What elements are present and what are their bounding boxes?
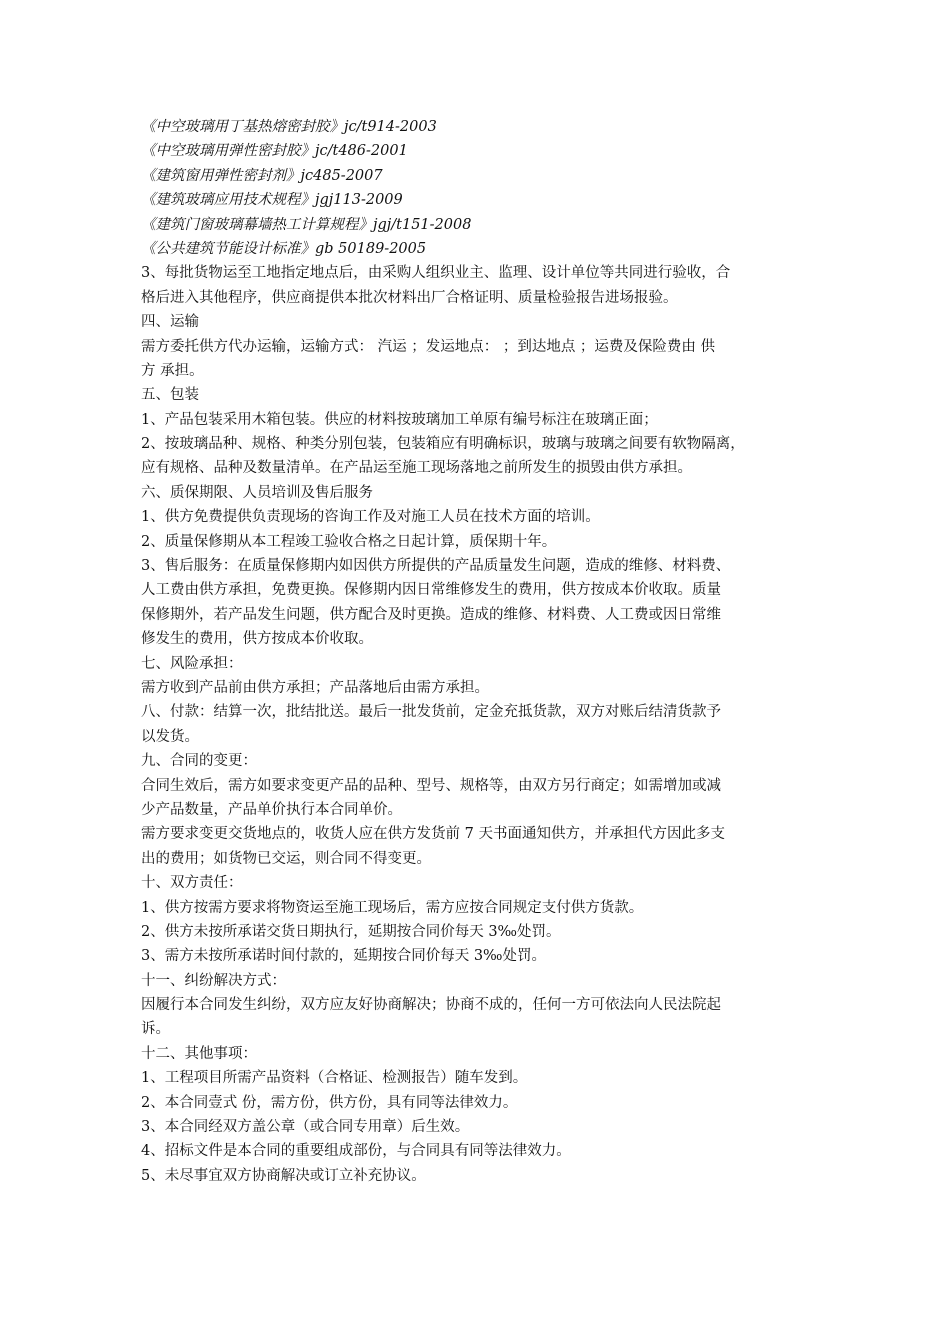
section-heading: 四、运输: [141, 314, 199, 331]
text-line: 出的费用；如货物已交运，则合同不得变更。: [141, 850, 431, 867]
text-line: 1、供方按需方要求将物资运至施工现场后，需方应按合同规定支付供方货款。: [141, 899, 644, 916]
text-line: 诉。: [141, 1021, 170, 1038]
text-line: 3、需方未按所承诺时间付款的，延期按合同价每天 3‰处罚。: [141, 948, 547, 965]
document-body: [141, 115, 817, 1188]
standards-list: [141, 115, 817, 261]
section-packaging: [141, 383, 817, 481]
text-line: 合同生效后，需方如要求变更产品的品种、型号、规格等，由双方另行商定；如需增加或减: [141, 777, 721, 794]
text-line: 保修期外，若产品发生问题，供方配合及时更换。造成的维修、材料费、人工费或因日常维: [141, 606, 721, 623]
text-line: 4、招标文件是本合同的重要组成部份，与合同具有同等法律效力。: [141, 1143, 571, 1160]
text-line: 1、产品包装采用木箱包装。供应的材料按玻璃加工单原有编号标注在玻璃正面；: [141, 411, 658, 428]
text-line: 应有规格、品种及数量清单。在产品运至施工现场落地之前所发生的损毁由供方承担。: [141, 460, 692, 477]
section-heading: 七、风险承担：: [141, 655, 243, 672]
text-line: 需方要求变更交货地点的，收货人应在供方发货前 7 天书面通知供方，并承担代方因此多支: [141, 826, 725, 843]
standard-ref: 《建筑窗用弹性密封剂》jc485-2007: [141, 167, 383, 184]
acceptance-clause: [141, 261, 817, 310]
section-responsibilities: [141, 871, 817, 969]
standard-ref: 《建筑门窗玻璃幕墙热工计算规程》jgj/t151-2008: [141, 216, 472, 233]
text-line: 2、本合同壹式 份，需方份，供方份，具有同等法律效力。: [141, 1094, 518, 1111]
standard-ref: 《中空玻璃用丁基热熔密封胶》jc/t914-2003: [141, 119, 437, 135]
standard-ref: 《中空玻璃用弹性密封胶》jc/t486-2001: [141, 143, 408, 160]
section-disputes: [141, 969, 817, 1042]
text-line: 3、本合同经双方盖公章（或合同专用章）后生效。: [141, 1119, 470, 1136]
section-heading: 十、双方责任：: [141, 875, 243, 892]
text-line: 1、供方免费提供负责现场的咨询工作及对施工人员在技术方面的培训。: [141, 509, 600, 526]
text-line: 3、售后服务：在质量保修期内如因供方所提供的产品质量发生问题，造成的维修、材料费、: [141, 558, 731, 575]
text-line: 需方收到产品前由供方承担；产品落地后由需方承担。: [141, 679, 489, 696]
text-line: 少产品数量，产品单价执行本合同单价。: [141, 801, 402, 818]
text-line: 2、供方未按所承诺交货日期执行，延期按合同价每天 3‰处罚。: [141, 923, 561, 940]
section-transport: [141, 310, 817, 383]
text-line: 2、质量保修期从本工程竣工验收合格之日起计算，质保期十年。: [141, 533, 557, 550]
section-payment: [141, 700, 817, 749]
section-heading: 五、包装: [141, 387, 199, 404]
section-heading: 六、质保期限、人员培训及售后服务: [141, 484, 373, 501]
text-line: 需方委托供方代办运输，运输方式： 汽运 ；发运地点： ；到达地点 ；运费及保险费由 供: [141, 338, 716, 355]
section-contract-change: [141, 749, 817, 871]
text-line: 修发生的费用，供方按成本价收取。: [141, 631, 373, 648]
text-line: 因履行本合同发生纠纷，双方应友好协商解决；协商不成的，任何一方可依法向人民法院起: [141, 997, 721, 1014]
text-line: 3、每批货物运至工地指定地点后，由采购人组织业主、监理、设计单位等共同进行验收，合: [141, 265, 731, 282]
section-other-matters: [141, 1042, 817, 1188]
section-heading: 九、合同的变更：: [141, 753, 257, 770]
section-warranty: [141, 481, 817, 652]
text-line: 人工费由供方承担，免费更换。保修期内因日常维修发生的费用，供方按成本价收取。质量: [141, 582, 721, 599]
text-line: 1、工程项目所需产品资料（合格证、检测报告）随车发到。: [141, 1070, 528, 1087]
text-line: 2、按玻璃品种、规格、种类分别包装，包装箱应有明确标识，玻璃与玻璃之间要有软物隔离，: [141, 436, 745, 453]
section-heading: 十二、其他事项：: [141, 1045, 257, 1062]
standard-ref: 《建筑玻璃应用技术规程》jgj113-2009: [141, 192, 403, 209]
standard-ref: 《公共建筑节能设计标准》gb 50189-2005: [141, 240, 427, 257]
text-line: 5、未尽事宜双方协商解决或订立补充协议。: [141, 1167, 426, 1184]
text-line: 格后进入其他程序，供应商提供本批次材料出厂合格证明、质量检验报告进场报验。: [141, 289, 678, 306]
section-heading: 十一、纠纷解决方式：: [141, 972, 286, 989]
text-line: 方 承担。: [141, 362, 204, 379]
section-heading: 八、付款：结算一次，批结批送。最后一批发货前，定金充抵货款，双方对账后结清货款予: [141, 704, 721, 721]
text-line: 以发货。: [141, 728, 199, 745]
section-risk: [141, 652, 817, 701]
